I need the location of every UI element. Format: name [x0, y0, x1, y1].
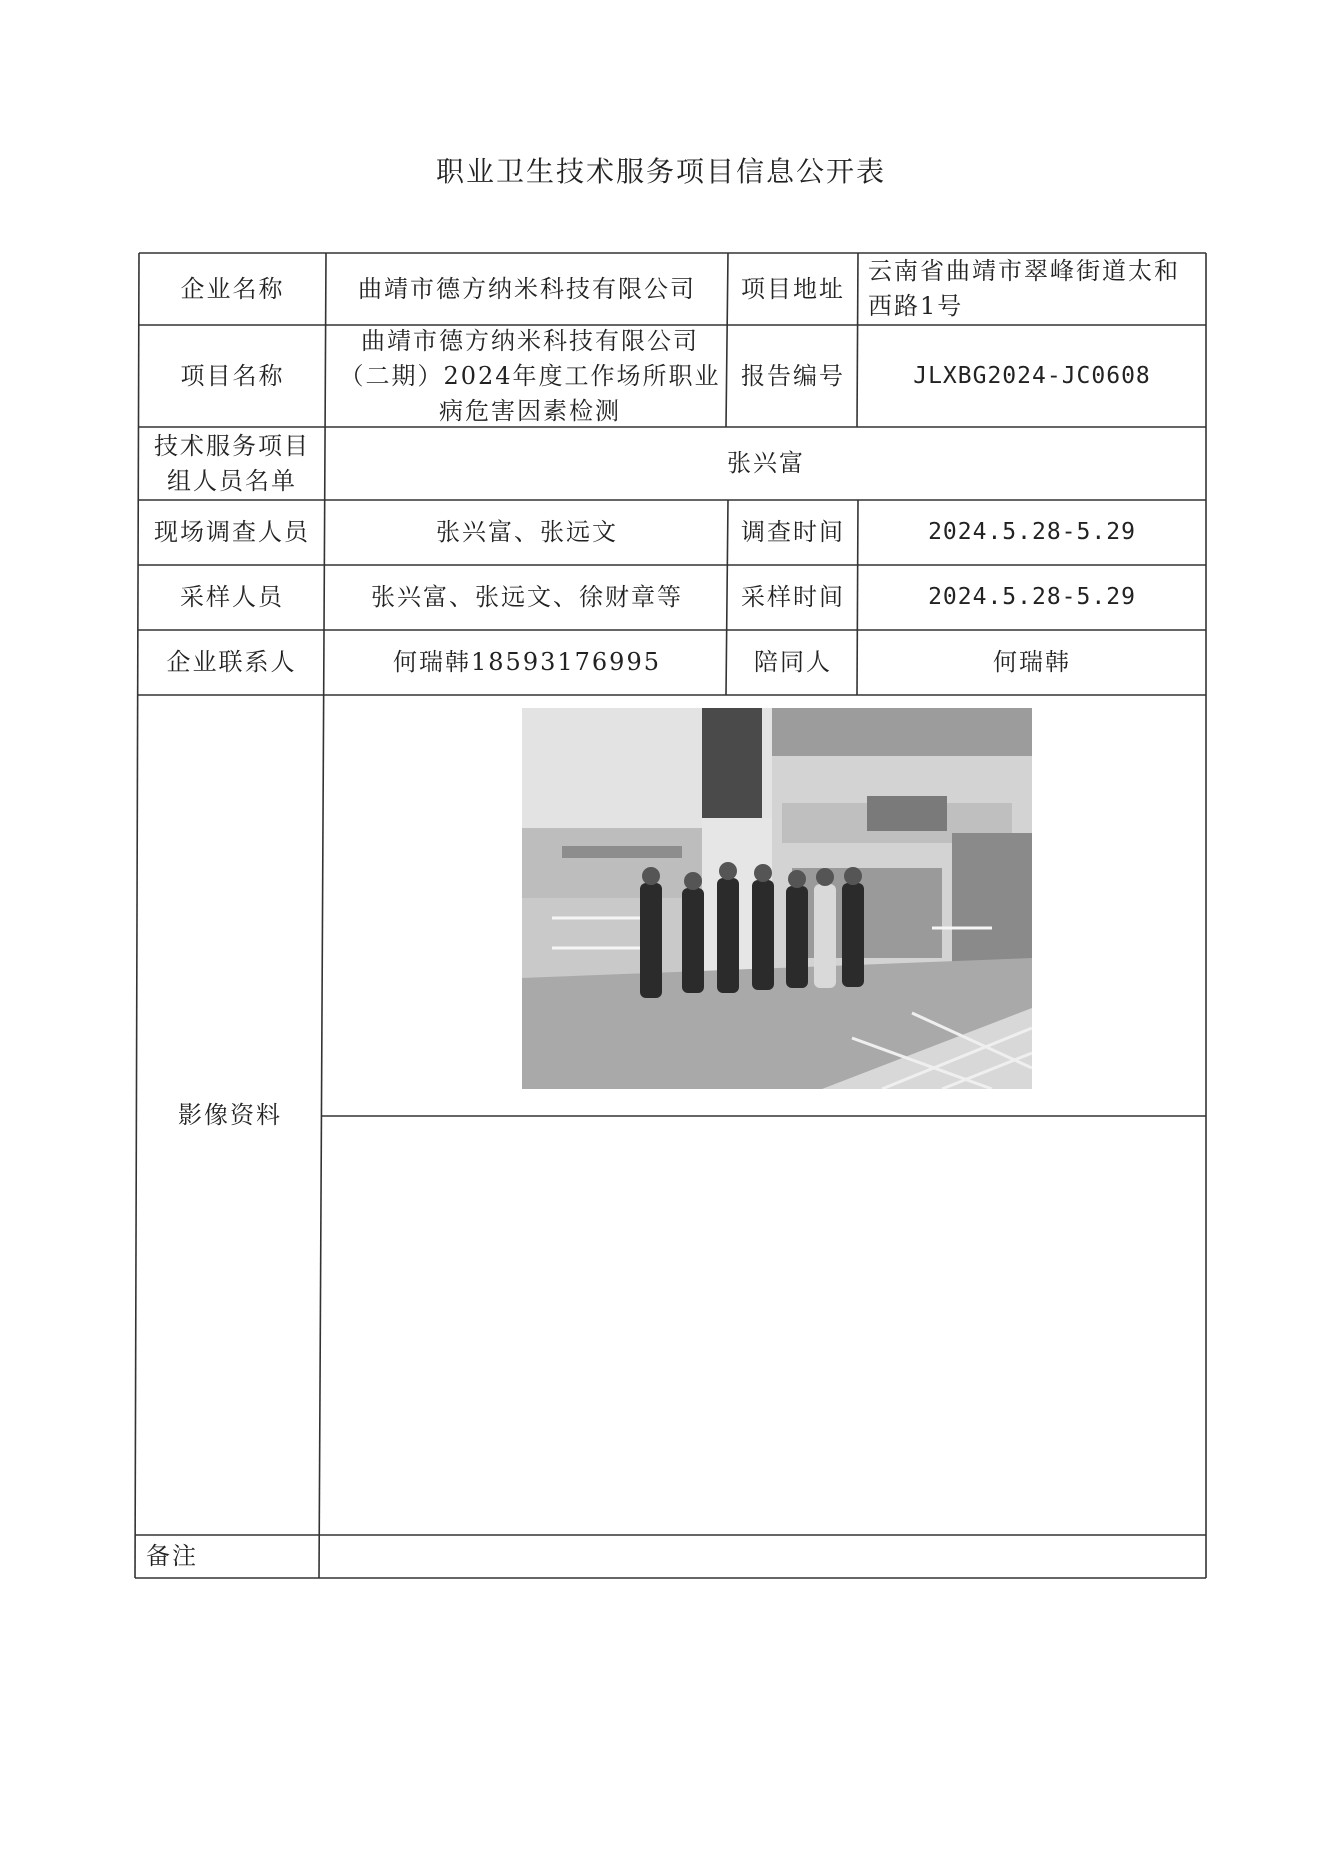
company-name-value: 曲靖市德方纳米科技有限公司: [358, 274, 696, 303]
accompanying-person-label: 陪同人: [754, 648, 832, 676]
project-name-value: 曲靖市德方纳米科技有限公司（二期）2024年度工作场所职业病危害因素检测: [339, 326, 721, 425]
project-address-value: 云南省曲靖市翠峰街道太和西路1号: [868, 257, 1180, 320]
accompanying-person-value: 何瑞韩: [993, 648, 1071, 676]
sampling-time-value: 2024.5.28-5.29: [928, 584, 1136, 610]
survey-time-value: 2024.5.28-5.29: [928, 519, 1136, 545]
remarks-label: 备注: [146, 1542, 198, 1570]
project-address-label: 项目地址: [741, 274, 845, 303]
report-number-value: JLXBG2024-JC0608: [913, 362, 1151, 389]
contact-person-value: 何瑞韩18593176995: [393, 648, 661, 676]
team-members-label: 技术服务项目组人员名单: [154, 431, 310, 495]
media-label: 影像资料: [178, 1100, 282, 1129]
contact-person-label: 企业联系人: [166, 648, 297, 676]
project-name-label: 项目名称: [180, 361, 285, 390]
survey-staff-label: 现场调查人员: [154, 518, 310, 546]
company-name-label: 企业名称: [180, 274, 285, 303]
team-members-value: 张兴富: [727, 449, 805, 477]
survey-time-label: 调查时间: [741, 518, 845, 546]
document-title: 职业卫生技术服务项目信息公开表: [435, 155, 886, 188]
sampling-staff-label: 采样人员: [180, 583, 284, 611]
survey-staff-value: 张兴富、张远文: [436, 518, 618, 546]
report-number-label: 报告编号: [741, 361, 845, 390]
site-photo: [522, 708, 1032, 1089]
sampling-time-label: 采样时间: [741, 583, 845, 611]
sampling-staff-value: 张兴富、张远文、徐财章等: [371, 583, 683, 611]
remarks-value: [322, 1535, 1206, 1578]
